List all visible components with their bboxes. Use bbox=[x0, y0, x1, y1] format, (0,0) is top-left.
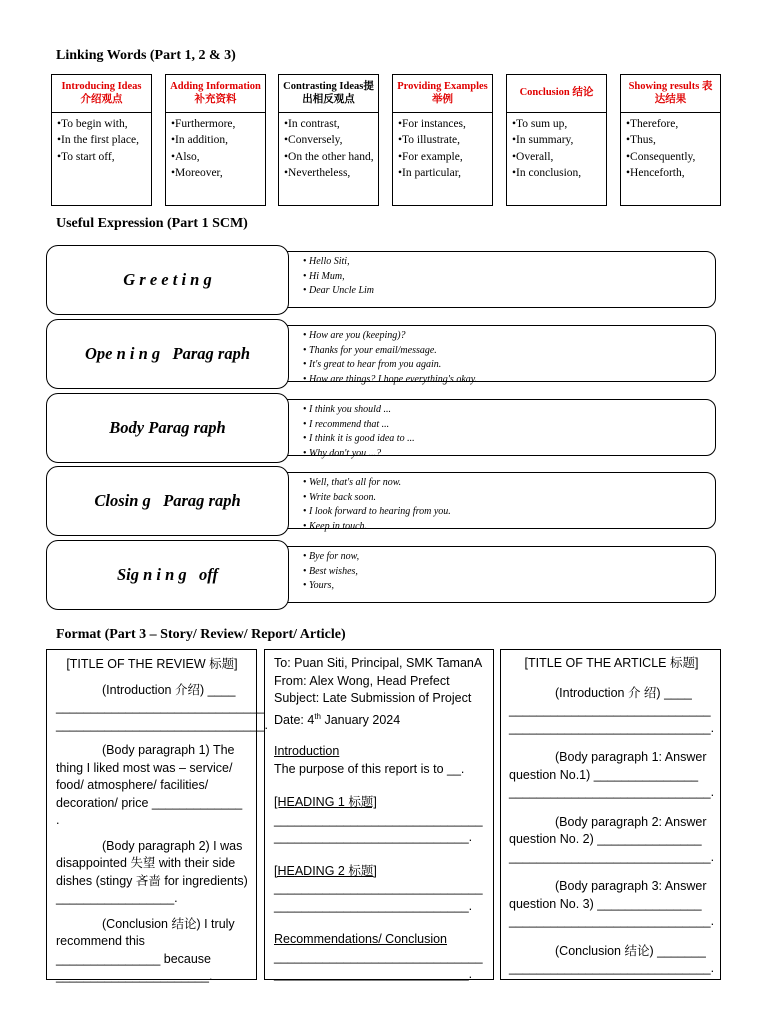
linking-column-header: Showing results 表达结果 bbox=[621, 75, 720, 113]
expression-examples bbox=[276, 325, 716, 385]
expression-item: • Yours, bbox=[303, 579, 715, 594]
expression-row bbox=[46, 466, 716, 536]
article-blank-line: _____________________________. bbox=[509, 849, 715, 864]
linking-column bbox=[506, 74, 607, 206]
report-blank-line: ____________________________. bbox=[274, 830, 473, 845]
linking-word-item: • In summary, bbox=[512, 133, 603, 147]
linking-column bbox=[51, 74, 152, 206]
expression-item: • Thanks for your email/message. bbox=[303, 344, 715, 359]
linking-column-header: Introducing Ideas 介绍观点 bbox=[52, 75, 151, 113]
linking-column bbox=[278, 74, 379, 206]
linking-column-header: Contrasting Ideas提出相反观点 bbox=[279, 75, 378, 113]
article-blank-line: _____________________________. bbox=[509, 720, 715, 735]
linking-word-item: • Also, bbox=[171, 150, 262, 164]
article-blank-line: _____________________________ bbox=[509, 703, 711, 717]
expression-item: • Hello Siti, bbox=[303, 255, 715, 270]
expression-item: • Dear Uncle Lim bbox=[303, 284, 715, 299]
linking-word-list bbox=[393, 113, 492, 181]
linking-column bbox=[620, 74, 721, 206]
expression-item: • Write back soon. bbox=[303, 491, 715, 506]
linking-word-item: • Thus, bbox=[626, 133, 717, 147]
report-heading-1: [HEADING 1 标题] bbox=[274, 795, 377, 810]
linking-word-item: • In addition, bbox=[171, 133, 262, 147]
article-blank-line: _____________________________. bbox=[509, 961, 715, 975]
expression-row bbox=[46, 540, 716, 610]
article-body-3: (Body paragraph 3: Answer question No. 3) _______________ bbox=[509, 879, 707, 911]
review-blank-line: ______________________________. bbox=[56, 717, 269, 732]
linking-column bbox=[165, 74, 266, 206]
report-blank-line: ______________________________ bbox=[274, 812, 483, 827]
expression-label: Ope n i n g Parag raph bbox=[46, 319, 289, 389]
expression-examples bbox=[276, 251, 716, 308]
useful-expression-title: Useful Expression (Part 1 SCM) bbox=[56, 216, 248, 231]
expression-label: Body Parag raph bbox=[46, 393, 289, 463]
linking-column bbox=[392, 74, 493, 206]
report-intro-text: The purpose of this report is to __. bbox=[274, 761, 465, 776]
report-format-box bbox=[264, 649, 494, 980]
linking-word-item: • In conclusion, bbox=[512, 166, 603, 180]
article-title: [TITLE OF THE ARTICLE 标题] bbox=[524, 656, 699, 670]
linking-column-header: Adding Information 补充资料 bbox=[166, 75, 265, 113]
expression-item: • Keep in touch. bbox=[303, 520, 715, 535]
expression-row bbox=[46, 319, 716, 389]
review-title: [TITLE OF THE REVIEW 标题] bbox=[66, 657, 238, 671]
linking-word-item: • To begin with, bbox=[57, 117, 148, 131]
expression-item: • Well, that's all for now. bbox=[303, 476, 715, 491]
linking-word-item: • On the other hand, bbox=[284, 150, 375, 164]
review-body-2: (Body paragraph 2) I was disappointed 失望 with their side dishes (stingy 吝啬 for ingredients) _________________. bbox=[56, 838, 248, 905]
linking-column-header: Providing Examples 举例 bbox=[393, 75, 492, 113]
expression-item: • Best wishes, bbox=[303, 565, 715, 580]
article-format-box bbox=[500, 649, 721, 980]
linking-word-list bbox=[279, 113, 378, 181]
report-blank-line: ______________________________ bbox=[274, 881, 483, 896]
report-recommendations-heading: Recommendations/ Conclusion bbox=[274, 932, 448, 947]
expression-item: • Bye for now, bbox=[303, 550, 715, 565]
linking-word-item: • Therefore, bbox=[626, 117, 717, 131]
linking-word-item: • To illustrate, bbox=[398, 133, 489, 147]
report-blank-line: ____________________________. bbox=[274, 898, 473, 913]
report-date: Date: 4th January 2024 bbox=[274, 711, 401, 727]
linking-column-header: Conclusion 结论 bbox=[507, 75, 606, 113]
linking-word-item: • For example, bbox=[398, 150, 489, 164]
expression-row bbox=[46, 245, 716, 315]
linking-word-list bbox=[52, 113, 151, 164]
report-to: To: Puan Siti, Principal, SMK TamanA bbox=[274, 656, 483, 670]
expression-item: • Hi Mum, bbox=[303, 270, 715, 285]
linking-word-item: • In the first place, bbox=[57, 133, 148, 147]
review-format-box bbox=[46, 649, 269, 983]
report-subject: Subject: Late Submission of Project bbox=[274, 691, 472, 705]
linking-word-item: • Nevertheless, bbox=[284, 166, 375, 180]
review-intro: (Introduction 介绍) ____ bbox=[102, 682, 236, 697]
expression-label: G r e e t i n g bbox=[46, 245, 289, 315]
expression-item: • Why don't you ...? bbox=[303, 447, 715, 462]
linking-word-item: • To start off, bbox=[57, 150, 148, 164]
article-intro: (Introduction 介 绍) ____ bbox=[555, 685, 692, 700]
report-heading-2: [HEADING 2 标题] bbox=[274, 863, 377, 878]
expression-item: • It's great to hear from you again. bbox=[303, 358, 715, 373]
article-blank-line: _____________________________. bbox=[509, 785, 715, 799]
expression-item: • I look forward to hearing from you. bbox=[303, 505, 715, 520]
expression-examples bbox=[276, 472, 716, 532]
expression-item: • How are things? I hope everything's okay. bbox=[303, 373, 715, 388]
report-blank-line: ______________________________ bbox=[274, 949, 483, 964]
review-conclusion: (Conclusion 结论) I truly recommend this _______________ because ______________________. bbox=[56, 916, 235, 983]
expression-item: • I think it is good idea to ... bbox=[303, 432, 715, 447]
report-intro-heading: Introduction bbox=[274, 744, 340, 759]
expression-item: • How are you (keeping)? bbox=[303, 329, 715, 344]
report-blank-line: ____________________________. bbox=[274, 967, 473, 982]
expression-item: • I recommend that ... bbox=[303, 418, 715, 433]
linking-word-list bbox=[166, 113, 265, 181]
linking-word-item: • Moreover, bbox=[171, 166, 262, 180]
review-body-1: (Body paragraph 1) The thing I liked most was – service/ food/ atmosphere/ facilities/ decoration/ price _____________ . bbox=[56, 743, 243, 827]
linking-word-item: • Furthermore, bbox=[171, 117, 262, 131]
format-title: Format (Part 3 – Story/ Review/ Report/ Article) bbox=[56, 627, 346, 642]
linking-word-list bbox=[621, 113, 720, 181]
linking-word-item: • To sum up, bbox=[512, 117, 603, 131]
expression-row bbox=[46, 393, 716, 463]
expression-item: • I think you should ... bbox=[303, 403, 715, 418]
review-blank-line: ______________________________ bbox=[56, 700, 265, 714]
article-blank-line: _____________________________. bbox=[509, 914, 715, 928]
linking-word-item: • In particular, bbox=[398, 166, 489, 180]
linking-word-item: • For instances, bbox=[398, 117, 489, 131]
linking-word-item: • In contrast, bbox=[284, 117, 375, 131]
article-body-1: (Body paragraph 1: Answer question No.1) _______________ bbox=[509, 750, 707, 782]
linking-word-item: • Consequently, bbox=[626, 150, 717, 164]
expression-label: Sig n i n g off bbox=[46, 540, 289, 610]
linking-word-list bbox=[507, 113, 606, 181]
linking-word-item: • Overall, bbox=[512, 150, 603, 164]
linking-words-title: Linking Words (Part 1, 2 & 3) bbox=[56, 48, 236, 63]
expression-examples bbox=[276, 399, 716, 459]
expression-label: Closin g Parag raph bbox=[46, 466, 289, 536]
article-conclusion: (Conclusion 结论) _______ bbox=[555, 943, 706, 958]
article-body-2: (Body paragraph 2: Answer question No. 2) _______________ bbox=[509, 814, 707, 846]
linking-word-item: • Henceforth, bbox=[626, 166, 717, 180]
report-from: From: Alex Wong, Head Prefect bbox=[274, 673, 450, 688]
linking-word-item: • Conversely, bbox=[284, 133, 375, 147]
expression-examples bbox=[276, 546, 716, 603]
